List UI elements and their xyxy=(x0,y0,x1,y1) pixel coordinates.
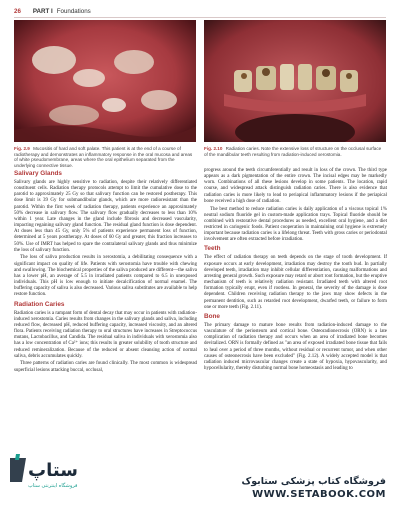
logo-subtext: فروشگاه اینترنتی ستاپ xyxy=(28,483,78,489)
header-rule xyxy=(14,17,386,18)
running-head xyxy=(14,6,91,16)
watermark-persian-title: فروشگاه کتاب پزشکی ستابوک xyxy=(241,476,386,487)
carious-lesion xyxy=(322,69,330,77)
part-label: PART I xyxy=(32,7,53,15)
paragraph: The best method to reduce radiation caries is daily application of a viscous topical 1% neutral sodium fluoride gel in custom-made application trays. Topical fluoride should be combined with restorative dental procedures as needed, excellent oral hygiene, and a diet restricted in cariogenic foods. Patient cooperation in maintaining oral hygiene is extremely important because radiation caries is a lifelong threat. Teeth with gross caries or periodontal involvement are often extracted before irradiation. xyxy=(204,206,387,243)
section-heading-salivary-glands: Salivary Glands xyxy=(14,170,62,177)
carious-lesion xyxy=(262,68,270,76)
paragraph: The effect of radiation therapy on teeth depends on the stage of tooth development. If exposure occurs at early development, irradiation may destroy the tooth bud. In partially developed teeth, irradiation may inhibit cellular differentiation, causing malformations and arresting general growth. Such exposure may retard or abort root formation, but the eruptive mechanism of teeth is relatively radiation resistant. Irradiated teeth with altered root formation typically erupt, even if rootless. In general, the severity of the damage is dose dependent. Children receiving radiation therapy to the jaws may show defects in the permanent dentition, such as retarded root development, dwarfed teeth, or failure to form one or more teeth (Fig. 2.11). xyxy=(204,255,387,310)
carious-lesion xyxy=(241,73,247,79)
figure-caption-2-9 xyxy=(14,146,196,168)
caries-photo-drawing xyxy=(204,20,386,142)
setabook-logo-watermark xyxy=(6,452,98,492)
setabook-watermark xyxy=(241,476,386,501)
tooth xyxy=(298,64,312,90)
mucosa-background xyxy=(14,20,196,142)
carious-lesion xyxy=(346,73,352,79)
section-heading-radiation-caries: Radiation Caries xyxy=(14,300,65,308)
section-heading-teeth: Teeth xyxy=(204,245,221,253)
paragraph: Salivary glands are highly sensitive to radiation, despite their relatively differentiated constituent cells. Radiation therapy protocols attempt to limit the cumulative dose to the parotid to approximately 25 Gy so that salivary function can be restored postherapy. This dose limit is 39 Gy for submandibular glands, which are more radioresistant than the parotid. Within the first week of radiation therapy, patients experience an approximately 50% decrease in salivary flow. The salivary flow gradually decreases to less than 10% within 1 year. Late changes in the gland include fibrosis and decreased vascularity, impacting regaining salivary gland function. The residual gland function is dose dependent. At doses less than 45 Gy, only 5% of patients experience permanent loss of function, determined at 5 years posttherapy. At doses of 60 Gy and greater, this fraction increases to 50%. Use of IMRT has helped to spare the contralateral salivary glands and thus minimize the loss of salivary function. xyxy=(14,180,197,253)
paragraph: Three patterns of radiation caries are found clinically. The most common is widespread superficial lesions attacking buccal, occlusal, xyxy=(14,361,197,373)
paragraph: Radiation caries is a rampant form of dental decay that may occur in patients with radiation-induced xerostomia. Caries results from changes in the salivary glands and saliva, including reduced flow, decreased pH, reduced buffering capacity, increased viscosity, and an altered flora. Patients receiving radiation therapy to oral structures have increases in Streptococcus mutans, Lactobacillus, and Candida. The residual saliva in individuals with xerostomia also has a low concentration of Ca²⁺ ions; this results in greater solubility of tooth structure and reduced remineralization. Because of the reduced or absent cleansing action of normal saliva, debris accumulates quickly. xyxy=(14,310,197,359)
pseudomembrane-patch xyxy=(73,69,105,87)
paragraph: progress around the teeth circumferentially and result in loss of the crown. The third type appears as a dark pigmentation of the entire crown. The incisal edges may be markedly worn. Combinations of all these lesions develop in some patients. The location, rapid course, and widespread attack distinguish radiation caries. There is also evidence that radiation caries is more likely to lead to periapical inflammatory lesions if the periapical bone received a high dose of radiation. xyxy=(204,168,387,204)
figure-mucositis-photo xyxy=(14,20,196,142)
figure-radiation-caries-photo xyxy=(204,20,386,142)
paragraph: The loss of saliva production results in xerostomia, a debilitating consequence with a significant impact on quality of life. Patients with xerostomia have trouble with chewing and swallowing. The biochemical properties of the saliva produced are different—the saliva has a lower pH, an average of 5.5 in irradiated patients compared to 6.5 in unexposed individuals. This pH is low enough to initiate decalcification of normal enamel. The buffering capacity of saliva is also decreased. Various saliva substitutes are available to help restore function. xyxy=(14,255,197,298)
caption-text: Mucositis of hard and soft palate. This patient is at the end of a course of radiotherapy and demonstrates an inflammatory response in the oral mucosa and areas of white pseudomembrane, areas where the oral epithelium separated from the underlying connective tissue. xyxy=(14,146,193,168)
pseudomembrane-patch xyxy=(102,98,126,112)
section-heading-bone: Bone xyxy=(204,312,220,320)
caption-text: Radiation caries. Note the extensive loss of structure on the occlusal surface of the mandibular teeth resulting from radiation-induced xerostomia. xyxy=(204,146,382,157)
page-number: 26 xyxy=(14,7,21,15)
figure-label: Fig. 2.9 xyxy=(14,146,30,151)
tooth xyxy=(280,64,294,90)
paragraph: The primary damage to mature bone results from radiation-induced damage to the vasculature of the periosteum and cortical bone. Osteoradionecrosis (ORN) is a late complication of radiation therapy and occurs when an area of irradiated bone becomes devitalized. ORN is formally defined as "an area of exposed irradiated bone tissue that fails to heal over a period of three months, without residual or recurrent tumor, and when other causes of osteonecrosis have been excluded" (Fig. 2.12). A widely accepted model is that radiation induced microvascular changes create a state of hypoxia, hypovascularity, and hypocellularity, thereby disturbing normal bone homeostasis and leading to xyxy=(204,322,387,371)
pseudomembrane-patch xyxy=(114,50,154,74)
mucositis-photo-drawing xyxy=(14,20,196,142)
figure-caption-2-10 xyxy=(204,146,386,157)
part-title: Foundations xyxy=(56,7,91,15)
pseudomembrane-patch xyxy=(141,90,177,110)
watermark-url: WWW.SETABOOK.COM xyxy=(252,489,386,500)
right-text-column xyxy=(204,168,387,374)
left-text-column xyxy=(14,168,197,375)
logo-mark-icon xyxy=(6,452,98,492)
pseudomembrane-patch xyxy=(32,46,76,74)
figure-label: Fig. 2.10 xyxy=(204,146,223,151)
pseudomembrane-patch xyxy=(49,105,99,125)
logo-text: ستاپ xyxy=(28,460,78,481)
